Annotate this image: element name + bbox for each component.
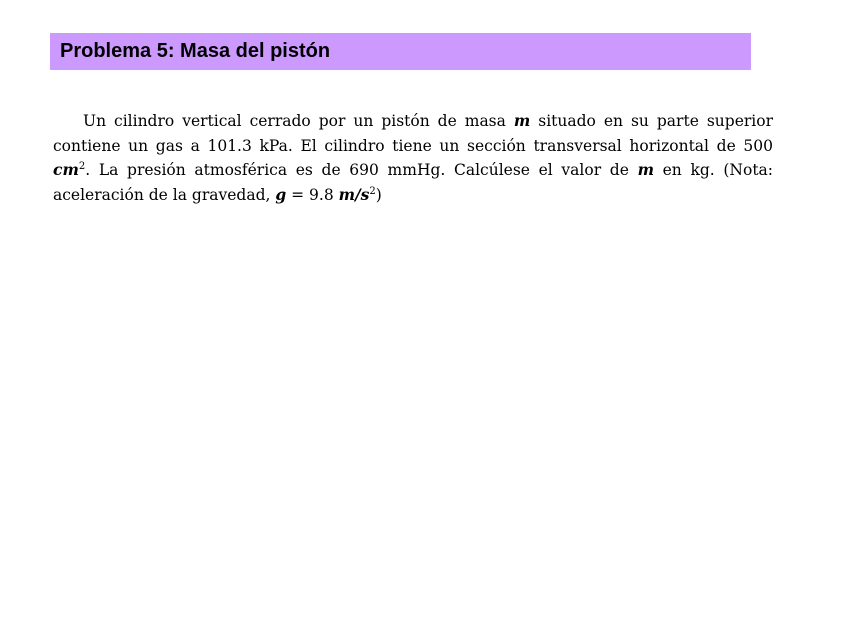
problem-text-segment: = 9.8 (286, 185, 339, 204)
acceleration-unit: m/s (338, 184, 370, 204)
area-unit: cm (53, 160, 79, 179)
area-unit-exponent: 2 (78, 160, 86, 172)
problem-text-segment: . La presión atmosférica es de 690 mmHg. Calcúlese el valor de (85, 161, 638, 179)
problem-text-segment: ) (375, 185, 382, 204)
problem-text-segment: situado en su parte superior contiene un gas a 101.3 kPa. El cilindro tiene un sección transversal horizontal de 500 (53, 112, 773, 155)
gravity-variable: g (275, 184, 287, 204)
problem-text-segment: en kg. (Nota: aceleración de la gravedad, (53, 161, 774, 204)
page-title: Problema 5: Masa del pistón (60, 40, 331, 62)
acceleration-unit-exponent: 2 (369, 185, 376, 197)
title-bar (50, 33, 751, 70)
problem-statement (53, 109, 773, 207)
mass-variable: m (513, 111, 531, 130)
problem-text-segment: Un cilindro vertical cerrado por un pistón de masa (83, 112, 514, 130)
mass-variable: m (637, 160, 654, 179)
